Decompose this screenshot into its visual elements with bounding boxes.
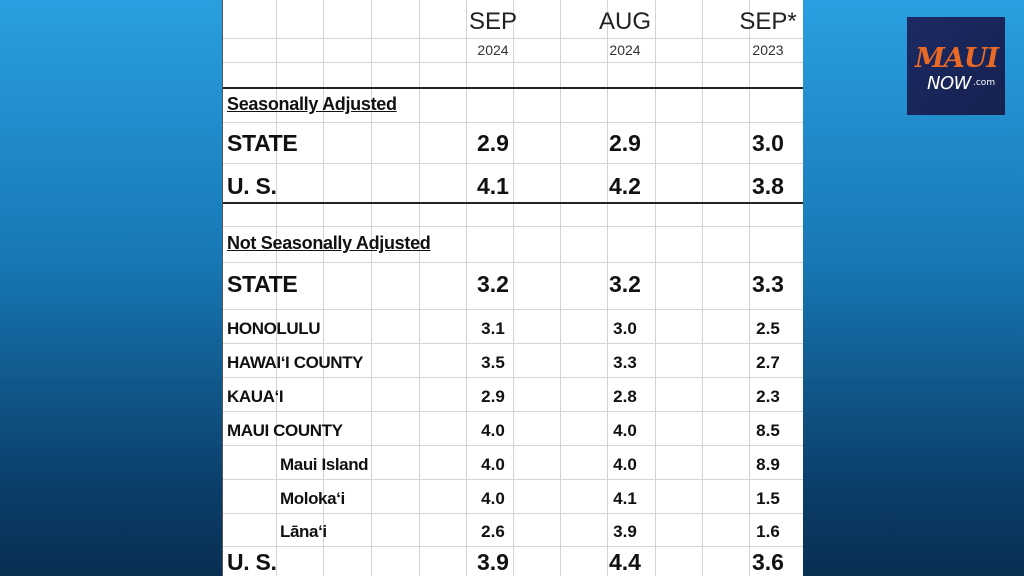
section-title-not-seasonally-adjusted: Not Seasonally Adjusted xyxy=(227,233,431,253)
value-kauai-aug2024: 2.8 xyxy=(613,387,637,406)
value-us-sa-sep2024: 4.1 xyxy=(477,173,509,199)
value-molokai-sep2023: 1.5 xyxy=(756,489,780,508)
gridline xyxy=(223,309,803,310)
gridline xyxy=(223,377,803,378)
value-maui-county-sep2024: 4.0 xyxy=(481,421,505,440)
value-state-nsa-sep2023: 3.3 xyxy=(752,271,784,297)
gridline xyxy=(223,445,803,446)
value-hawaii-county-sep2023: 2.7 xyxy=(756,353,780,372)
value-maui-county-aug2024: 4.0 xyxy=(613,421,637,440)
gridline xyxy=(223,479,803,480)
section-divider xyxy=(223,87,803,89)
row-label-us-nsa: U. S. xyxy=(227,549,277,575)
section-divider xyxy=(223,202,803,204)
column-month-aug-2024: AUG xyxy=(598,8,651,35)
value-honolulu-sep2023: 2.5 xyxy=(756,319,780,338)
value-maui-county-sep2023: 8.5 xyxy=(756,421,780,440)
gridline xyxy=(223,513,803,514)
row-label-molokai: Moloka‘i xyxy=(280,489,345,508)
value-kauai-sep2024: 2.9 xyxy=(481,387,505,406)
row-label-hawaii-county: HAWAI‘I COUNTY xyxy=(227,353,364,372)
row-label-honolulu: HONOLULU xyxy=(227,319,321,338)
column-year-sep-2024: 2024 xyxy=(477,42,509,58)
row-label-maui-county: MAUI COUNTY xyxy=(227,421,343,440)
value-state-nsa-aug2024: 3.2 xyxy=(609,271,641,297)
logo-maui-text: MAUI xyxy=(915,43,999,74)
value-state-sa-sep2024: 2.9 xyxy=(477,130,509,156)
column-month-sep-2024: SEP xyxy=(468,8,518,35)
value-us-sa-aug2024: 4.2 xyxy=(609,173,641,199)
gridline xyxy=(223,343,803,344)
logo-com-text: .com xyxy=(973,78,996,88)
value-kauai-sep2023: 2.3 xyxy=(756,387,780,406)
value-us-nsa-aug2024: 4.4 xyxy=(609,549,641,575)
unemployment-rate-table xyxy=(222,0,803,576)
value-lanai-sep2023: 1.6 xyxy=(756,522,780,541)
value-hawaii-county-sep2024: 3.5 xyxy=(481,353,505,372)
gridline xyxy=(223,122,803,123)
value-us-nsa-sep2023: 3.6 xyxy=(752,549,784,575)
row-label-lanai: Lāna‘i xyxy=(280,522,327,541)
value-state-sa-sep2023: 3.0 xyxy=(752,130,784,156)
maui-now-logo xyxy=(907,17,1005,115)
row-label-maui-island: Maui Island xyxy=(280,455,369,474)
gridline xyxy=(223,262,803,263)
row-label-kauai: KAUA‘I xyxy=(227,387,284,406)
column-year-sep-2023: 2023 xyxy=(752,42,784,58)
value-molokai-aug2024: 4.1 xyxy=(613,489,637,508)
gridline xyxy=(223,411,803,412)
value-hawaii-county-aug2024: 3.3 xyxy=(613,353,637,372)
value-honolulu-aug2024: 3.0 xyxy=(613,319,637,338)
value-maui-island-aug2024: 4.0 xyxy=(613,455,637,474)
row-label-us-sa: U. S. xyxy=(227,173,277,199)
column-month-sep-2023: SEP* xyxy=(739,8,797,35)
value-lanai-aug2024: 3.9 xyxy=(613,522,637,541)
value-lanai-sep2024: 2.6 xyxy=(481,522,505,541)
gridline xyxy=(223,38,803,39)
gridline xyxy=(223,62,803,63)
column-year-aug-2024: 2024 xyxy=(609,42,641,58)
logo-now-text: NOW xyxy=(927,73,971,94)
value-state-nsa-sep2024: 3.2 xyxy=(477,271,509,297)
value-state-sa-aug2024: 2.9 xyxy=(609,130,641,156)
row-label-state-nsa: STATE xyxy=(227,271,298,297)
value-us-nsa-sep2024: 3.9 xyxy=(477,549,509,575)
row-label-state-sa: STATE xyxy=(227,130,298,156)
value-maui-island-sep2023: 8.9 xyxy=(756,455,780,474)
value-us-sa-sep2023: 3.8 xyxy=(752,173,784,199)
gridline xyxy=(223,163,803,164)
value-honolulu-sep2024: 3.1 xyxy=(481,319,505,338)
value-maui-island-sep2024: 4.0 xyxy=(481,455,505,474)
value-molokai-sep2024: 4.0 xyxy=(481,489,505,508)
section-title-seasonally-adjusted: Seasonally Adjusted xyxy=(227,94,397,114)
gridline xyxy=(223,226,803,227)
gridline xyxy=(223,546,803,547)
